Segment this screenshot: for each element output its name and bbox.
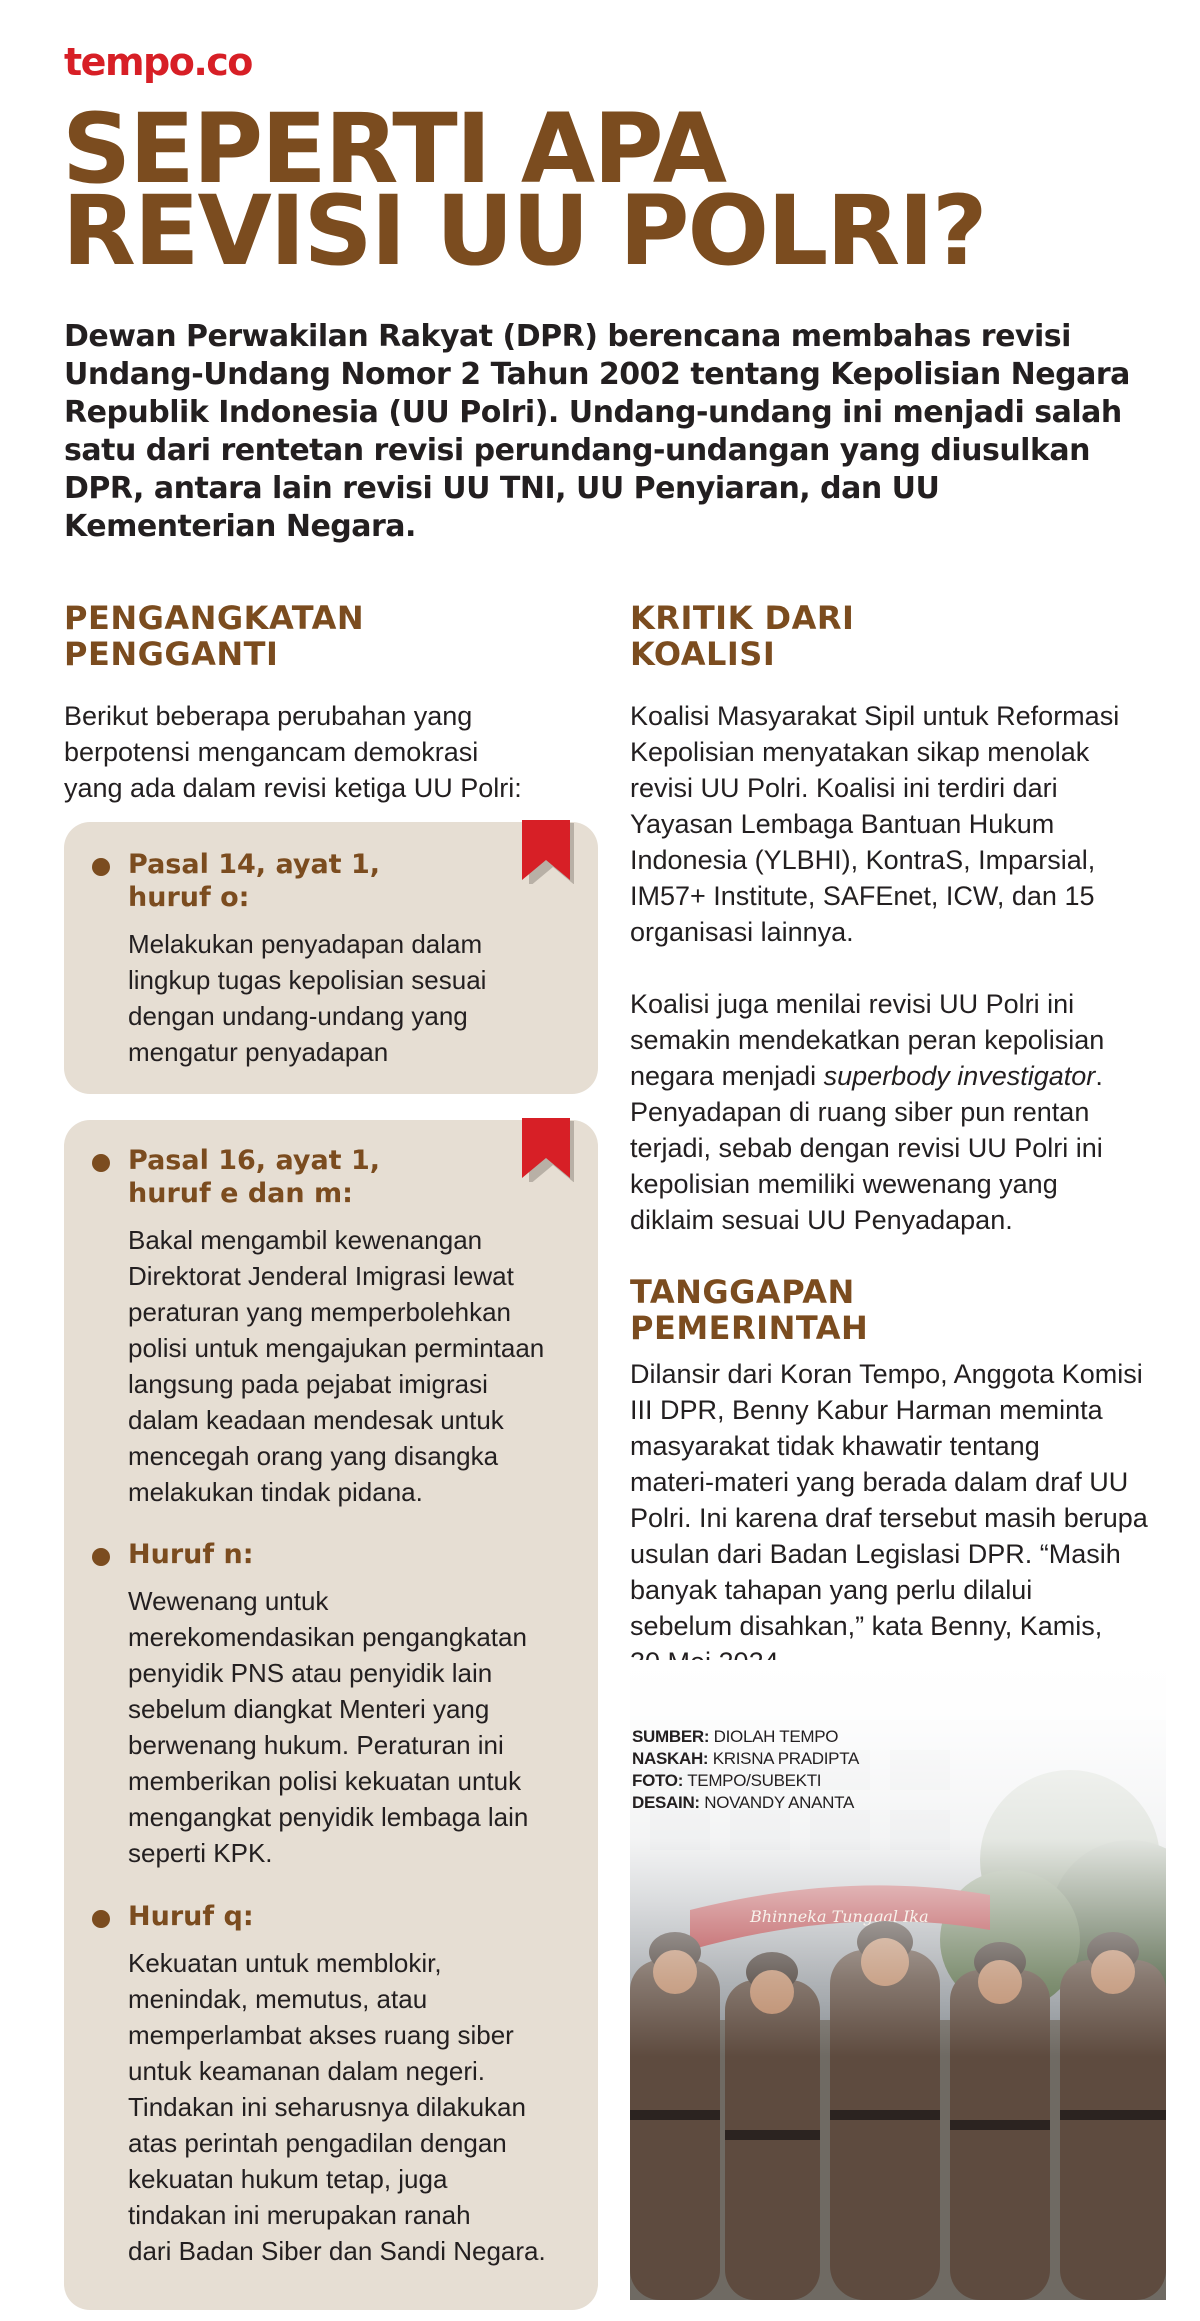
credit-value: NOVANDY ANANTA <box>699 1793 854 1812</box>
text-line: usulan dari Badan Legislasi DPR. “Masih <box>630 1539 1121 1569</box>
bullet-dot-icon <box>92 858 110 876</box>
page-title <box>62 93 1162 287</box>
text-line: revisi UU Polri. Koalisi ini terdiri dari <box>630 773 1058 803</box>
text-line: masyarakat tidak khawatir tentang <box>630 1431 1040 1461</box>
credit-line <box>632 1726 1032 1748</box>
left-column <box>64 600 598 806</box>
title-line-1: SEPERTI APA <box>62 93 726 205</box>
heading-line: PEMERINTAH <box>630 1309 869 1347</box>
pasal-heading-line: huruf e dan m: <box>128 1178 353 1209</box>
pasal-body-line: melakukan tindak pidana. <box>128 1477 423 1507</box>
pasal-body-line: seperti KPK. <box>128 1838 273 1868</box>
heading-line: PENGGANTI <box>64 635 279 673</box>
lead-line: yang ada dalam revisi ketiga UU Polri: <box>64 773 522 803</box>
intro-line: DPR, antara lain revisi UU TNI, UU Penyiaran, dan UU <box>64 471 940 506</box>
pasal-body-line: mengatur penyadapan <box>128 1037 389 1067</box>
text-fragment: . <box>1095 1061 1103 1091</box>
pasal-heading-line: Pasal 16, ayat 1, <box>128 1145 381 1176</box>
pasal-heading-line: Huruf n: <box>128 1539 254 1570</box>
pasal-item <box>92 1538 582 1871</box>
credit-value: KRISNA PRADIPTA <box>708 1749 860 1768</box>
pasal-heading <box>92 1144 582 1210</box>
text-line: Indonesia (YLBHI), KontraS, Imparsial, <box>630 845 1096 875</box>
pasal-body-line: dari Badan Siber dan Sandi Negara. <box>128 2236 546 2266</box>
text-line: Koalisi Masyarakat Sipil untuk Reformasi <box>630 701 1120 731</box>
pasal-body-line: memperlambat akses ruang siber <box>128 2020 514 2050</box>
pasal-heading <box>92 1900 582 1933</box>
lead-line: berpotensi mengancam demokrasi <box>64 737 479 767</box>
section-heading-kritik <box>630 600 1170 672</box>
pasal-body-line: sebelum diangkat Menteri yang <box>128 1694 490 1724</box>
pasal-body <box>128 1583 582 1871</box>
pasal-body <box>128 926 582 1070</box>
credit-label: DESAIN: <box>632 1793 700 1812</box>
pasal-body-line: Direktorat Jenderal Imigrasi lewat <box>128 1261 514 1291</box>
pasal-body-line: lingkup tugas kepolisian sesuai <box>128 965 487 995</box>
pasal-body-line: merekomendasikan pengangkatan <box>128 1622 527 1652</box>
pasal-body-line: mencegah orang yang disangka <box>128 1441 499 1471</box>
credit-label: NASKAH: <box>632 1749 709 1768</box>
pasal-body <box>128 1222 582 1510</box>
text-line: Yayasan Lembaga Bantuan Hukum <box>630 809 1055 839</box>
section-heading-pengangkatan <box>64 600 598 672</box>
intro-line: satu dari rentetan revisi perundang-undangan yang diusulkan <box>64 433 1091 468</box>
text-fragment: negara menjadi <box>630 1061 824 1091</box>
text-line: Dilansir dari Koran Tempo, Anggota Komisi <box>630 1359 1143 1389</box>
credit-line <box>632 1792 1032 1814</box>
heading-line: TANGGAPAN <box>630 1273 855 1311</box>
pasal-body-line: penyidik PNS atau penyidik lain <box>128 1658 493 1688</box>
pasal-item <box>92 1900 582 2269</box>
text-line: semakin mendekatkan peran kepolisian <box>630 1025 1105 1055</box>
pasal-body-line: tindakan ini merupakan ranah <box>128 2200 471 2230</box>
emphasis-text: superbody investigator <box>823 1061 1096 1091</box>
text-line: Kepolisian menyatakan sikap menolak <box>630 737 1090 767</box>
pasal-body-line: atas perintah pengadilan dengan <box>128 2128 507 2158</box>
text-line: IM57+ Institute, SAFEnet, ICW, dan 15 <box>630 881 1095 911</box>
pasal-card-2 <box>64 1120 598 2310</box>
text-line: materi-materi yang berada dalam draf UU <box>630 1467 1129 1497</box>
text-line: banyak tahapan yang perlu dilalui <box>630 1575 1033 1605</box>
intro-line: Republik Indonesia (UU Polri). Undang-undang ini menjadi salah <box>64 395 1122 430</box>
right-column <box>630 600 1170 1680</box>
pasal-body-line: peraturan yang memperbolehkan <box>128 1297 512 1327</box>
text-line: Polri. Ini karena draf tersebut masih berupa <box>630 1503 1148 1533</box>
pasal-body-line: Kekuatan untuk memblokir, <box>128 1948 442 1978</box>
pasal-heading <box>92 848 582 914</box>
tanggapan-paragraph <box>630 1356 1170 1680</box>
title-line-2: REVISI UU POLRI? <box>62 175 986 287</box>
pasal-body-line: langsung pada pejabat imigrasi <box>128 1369 488 1399</box>
pasal-body-line: dalam keadaan mendesak untuk <box>128 1405 504 1435</box>
pasal-body-line: kekuatan hukum tetap, juga <box>128 2164 448 2194</box>
heading-line: KRITIK DARI <box>630 599 855 637</box>
kritik-paragraph-2 <box>630 986 1170 1238</box>
bullet-dot-icon <box>92 1548 110 1566</box>
section-heading-tanggapan <box>630 1274 1170 1346</box>
pasal-heading-line: Pasal 14, ayat 1, <box>128 849 381 880</box>
pasal-body <box>128 1945 582 2269</box>
text-line <box>630 1058 1170 1094</box>
pasal-card-1 <box>64 822 598 1094</box>
intro-line: Dewan Perwakilan Rakyat (DPR) berencana membahas revisi <box>64 319 1071 354</box>
pasal-body-line: memberikan polisi kekuatan untuk <box>128 1766 522 1796</box>
pasal-body-line: polisi untuk mengajukan permintaan <box>128 1333 545 1363</box>
credit-label: FOTO: <box>632 1771 684 1790</box>
pasal-body-line: Melakukan penyadapan dalam <box>128 929 483 959</box>
pasal-body-line: Wewenang untuk <box>128 1586 329 1616</box>
text-line: Koalisi juga menilai revisi UU Polri ini <box>630 989 1075 1019</box>
pasal-heading <box>92 1538 582 1571</box>
text-line: Penyadapan di ruang siber pun rentan <box>630 1097 1090 1127</box>
intro-line: Undang-Undang Nomor 2 Tahun 2002 tentang Kepolisian Negara <box>64 357 1130 392</box>
pasal-heading-line: Huruf q: <box>128 1901 254 1932</box>
text-line: terjadi, sebab dengan revisi UU Polri ini <box>630 1133 1103 1163</box>
lead-line: Berikut beberapa perubahan yang <box>64 701 473 731</box>
credit-line <box>632 1770 1032 1792</box>
bullet-dot-icon <box>92 1910 110 1928</box>
pasal-body-line: dengan undang-undang yang <box>128 1001 468 1031</box>
credit-value: DIOLAH TEMPO <box>709 1727 839 1746</box>
text-line: diklaim sesuai UU Penyadapan. <box>630 1205 1013 1235</box>
pasal-item <box>92 848 582 1070</box>
pasal-item <box>92 1144 582 1510</box>
bullet-dot-icon <box>92 1154 110 1172</box>
pasal-heading-line: huruf o: <box>128 882 250 913</box>
credit-value: TEMPO/SUBEKTI <box>683 1771 822 1790</box>
pasal-body-line: Tindakan ini seharusnya dilakukan <box>128 2092 526 2122</box>
left-lead-text <box>64 698 598 806</box>
pasal-body-line: untuk keamanan dalam negeri. <box>128 2056 486 2086</box>
intro-line: Kementerian Negara. <box>64 509 416 544</box>
pasal-body-line: menindak, memutus, atau <box>128 1984 428 2014</box>
pasal-body-line: berwenang hukum. Peraturan ini <box>128 1730 504 1760</box>
text-line: sebelum disahkan,” kata Benny, Kamis, <box>630 1611 1103 1641</box>
heading-line: PENGANGKATAN <box>64 599 365 637</box>
credit-label: SUMBER: <box>632 1727 710 1746</box>
credits-block <box>632 1726 1032 1814</box>
tempo-logo[interactable]: tempo.co <box>64 40 252 84</box>
text-line: kepolisian memiliki wewenang yang <box>630 1169 1058 1199</box>
credit-line <box>632 1748 1032 1770</box>
intro-paragraph <box>64 318 1144 546</box>
text-line: organisasi lainnya. <box>630 917 854 947</box>
heading-line: KOALISI <box>630 635 776 673</box>
text-line: III DPR, Benny Kabur Harman meminta <box>630 1395 1103 1425</box>
pasal-body-line: mengangkat penyidik lembaga lain <box>128 1802 529 1832</box>
kritik-paragraph-1 <box>630 698 1170 950</box>
pasal-body-line: Bakal mengambil kewenangan <box>128 1225 483 1255</box>
